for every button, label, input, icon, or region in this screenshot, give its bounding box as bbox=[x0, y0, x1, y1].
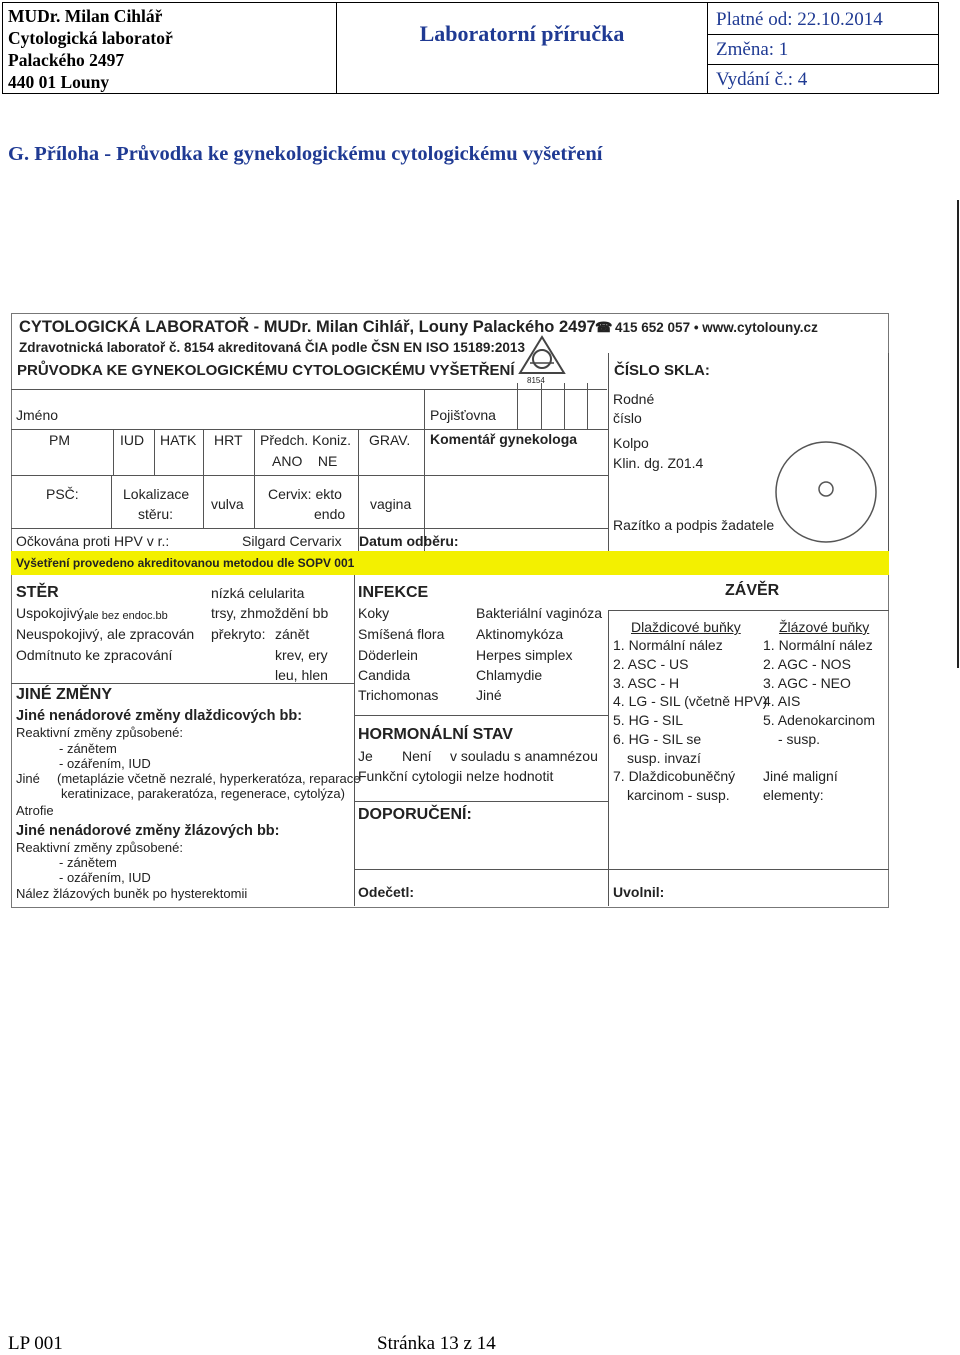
nalez-label: Nález žlázových buněk po hysterektomii bbox=[16, 886, 248, 901]
header-version-cell bbox=[708, 3, 938, 93]
datum-label: Datum odběru: bbox=[359, 533, 459, 549]
header-address-cell bbox=[3, 3, 337, 93]
ozar-2: - ozářením, IUD bbox=[59, 870, 151, 885]
header-title: Laboratorní příručka bbox=[419, 21, 625, 46]
odecetl-label: Odečetl: bbox=[358, 884, 415, 900]
form-title: PRŮVODKA KE GYNEKOLOGICKÉMU CYTOLOGICKÉMU VYŠETŘENÍ bbox=[17, 362, 515, 379]
name-label: Jméno bbox=[16, 407, 59, 423]
document-header bbox=[2, 2, 939, 94]
inf-left-5: Trichomonas bbox=[358, 687, 439, 703]
header-title-cell bbox=[337, 3, 708, 93]
stamp-circle bbox=[773, 439, 879, 545]
jine-text-1: (metaplázie včetně nezralé, hyperkeratóza, reparace bbox=[57, 771, 361, 786]
silgard-label: Silgard Cervarix bbox=[242, 533, 342, 549]
header-change: Změna: 1 bbox=[716, 39, 789, 60]
zlaz-5: 5. Adenokarcinom bbox=[763, 712, 876, 728]
ano-ne: ANO NE bbox=[272, 453, 338, 469]
zanetem-2: - zánětem bbox=[59, 855, 117, 870]
hormon-souladu: v souladu s anamnézou bbox=[450, 748, 598, 764]
dlazd-1: 1. Normální nález bbox=[613, 637, 723, 653]
hpv-label: Očkována proti HPV v r.: bbox=[16, 533, 170, 549]
cel-2: trsy, zhmoždění bb bbox=[211, 605, 329, 621]
accreditation-banner bbox=[11, 551, 889, 575]
zlaz-heading: Žlázové buňky bbox=[779, 619, 870, 635]
dlazd-5: 5. HG - SIL bbox=[613, 712, 684, 728]
reakt-1: Reaktivní změny způsobené: bbox=[16, 725, 183, 740]
ster-small: ale bez endoc.bb bbox=[84, 610, 168, 622]
vulva-label: vulva bbox=[211, 496, 244, 512]
reakt-2: Reaktivní změny způsobené: bbox=[16, 840, 183, 855]
atrofie-label: Atrofie bbox=[16, 803, 54, 818]
phone-web: 415 652 057 • www.cytolouny.cz bbox=[615, 320, 818, 335]
header-lab: Cytologická laboratoř bbox=[8, 28, 173, 48]
row1-koniz: Předch. Koniz. bbox=[260, 432, 352, 448]
birth-label-2: číslo bbox=[613, 410, 642, 426]
slide-number-label: ČÍSLO SKLA: bbox=[614, 362, 710, 379]
jine-text-2: keratinizace, parakeratóza, regenerace, cytolýza) bbox=[61, 786, 345, 801]
inf-left-3: Döderlein bbox=[358, 647, 418, 663]
cel-4: zánět bbox=[275, 626, 310, 642]
banner-text: Vyšetření provedeno akreditovanou metodou dle SOPV 001 bbox=[16, 556, 355, 570]
inf-right-1: Bakteriální vaginóza bbox=[476, 605, 603, 621]
ster-heading: STĚR bbox=[16, 584, 59, 601]
dlazd-7: susp. invazí bbox=[627, 750, 701, 766]
cel-6: leu, hlen bbox=[275, 667, 328, 683]
doporuceni-heading: DOPORUČENÍ: bbox=[358, 806, 472, 823]
klin-label: Klin. dg. Z01.4 bbox=[613, 455, 704, 471]
cel-5: krev, ery bbox=[275, 647, 328, 663]
header-street: Palackého 2497 bbox=[8, 50, 125, 70]
hormon-neni: Není bbox=[402, 748, 432, 764]
cel-3: překryto: bbox=[211, 626, 266, 642]
row1-pm: PM bbox=[49, 432, 70, 448]
zanetem-1: - zánětem bbox=[59, 741, 117, 756]
header-valid: Platné od: 22.10.2014 bbox=[716, 9, 883, 30]
row1-hatk: HATK bbox=[160, 432, 197, 448]
psc-label: PSČ: bbox=[46, 486, 79, 502]
dlazd-4: 4. LG - SIL (včetně HPV) bbox=[613, 693, 768, 709]
birth-label-1: Rodné bbox=[613, 391, 655, 407]
phone-icon: ☎ bbox=[595, 319, 613, 335]
inf-right-5: Jiné bbox=[476, 687, 502, 703]
dlazd-9: karcinom - susp. bbox=[627, 787, 730, 803]
dlazd-heading: Dlaždicové buňky bbox=[631, 619, 741, 635]
footer-doc-id: LP 001 bbox=[8, 1333, 63, 1354]
hormon-heading: HORMONÁLNÍ STAV bbox=[358, 726, 513, 743]
lab-line: CYTOLOGICKÁ LABORATOŘ - MUDr. Milan Cihlář, Louny Palackého 2497 bbox=[19, 318, 596, 336]
inf-left-4: Candida bbox=[358, 667, 411, 683]
inf-right-4: Chlamydie bbox=[476, 667, 543, 683]
request-form bbox=[11, 313, 889, 908]
dlazd-2: 2. ASC - US bbox=[613, 656, 689, 672]
kolpo-label: Kolpo bbox=[613, 435, 649, 451]
jine-heading: JINÉ ZMĚNY bbox=[16, 686, 113, 703]
lokal-label-1: Lokalizace bbox=[123, 486, 190, 502]
uvolnil-label: Uvolnil: bbox=[613, 884, 665, 900]
cel-1: nízká celularita bbox=[211, 585, 305, 601]
row1-iud: IUD bbox=[120, 432, 145, 448]
dlazd-8: 7. Dlaždicobuněčný bbox=[613, 768, 736, 784]
hormon-funkcni: Funkční cytologii nelze hodnotit bbox=[358, 768, 554, 784]
section-title: G. Příloha - Průvodka ke gynekologickému cytologickému vyšetření bbox=[8, 143, 603, 165]
cervix-label-1: Cervix: ekto bbox=[268, 486, 342, 502]
ster-item-1: Uspokojivý, bbox=[16, 605, 88, 621]
zlaz-3: 3. AGC - NEO bbox=[763, 675, 851, 691]
inf-left-2: Smíšená flora bbox=[358, 626, 445, 642]
insurance-label: Pojišťovna bbox=[430, 407, 496, 423]
header-doctor: MUDr. Milan Cihlář bbox=[8, 6, 163, 26]
ster-item-3: Odmítnuto ke zpracování bbox=[16, 647, 173, 663]
margin-line bbox=[957, 200, 959, 668]
zlaz-2: 2. AGC - NOS bbox=[763, 656, 851, 672]
jine-dl-heading: Jiné nenádorové změny dlaždicových bb: bbox=[16, 708, 303, 724]
ozar-1: - ozářením, IUD bbox=[59, 756, 151, 771]
zlaz-6: - susp. bbox=[778, 731, 821, 747]
zlaz-8: elementy: bbox=[763, 787, 824, 803]
header-city: 440 01 Louny bbox=[8, 72, 110, 92]
dlazd-6: 6. HG - SIL se bbox=[613, 731, 702, 747]
vagina-label: vagina bbox=[370, 496, 412, 512]
inf-left-1: Koky bbox=[358, 605, 390, 621]
inf-right-2: Aktinomykóza bbox=[476, 626, 564, 642]
lokal-label-2: stěru: bbox=[138, 506, 174, 522]
logo-number: 8154 bbox=[527, 376, 545, 385]
jine-label: Jiné bbox=[16, 771, 40, 786]
jine-zl-heading: Jiné nenádorové změny žlázových bb: bbox=[16, 823, 280, 839]
zlaz-7: Jiné maligní bbox=[763, 768, 838, 784]
header-issue: Vydání č.: 4 bbox=[716, 69, 808, 90]
inf-right-3: Herpes simplex bbox=[476, 647, 573, 663]
infekce-heading: INFEKCE bbox=[358, 584, 429, 601]
cervix-label-2: endo bbox=[314, 506, 346, 522]
row1-hrt: HRT bbox=[214, 432, 243, 448]
accreditation: Zdravotnická laboratoř č. 8154 akreditovaná ČIA podle ČSN EN ISO 15189:2013 bbox=[19, 340, 525, 355]
row1-grav: GRAV. bbox=[369, 432, 411, 448]
footer-page: Stránka 13 z 14 bbox=[377, 1333, 496, 1354]
gyn-comment-label: Komentář gynekologa bbox=[430, 431, 578, 447]
zlaz-1: 1. Normální nález bbox=[763, 637, 873, 653]
zlaz-4: 4. AIS bbox=[763, 693, 801, 709]
dlazd-3: 3. ASC - H bbox=[613, 675, 680, 691]
zaver-heading: ZÁVĚR bbox=[725, 582, 780, 599]
stamp-label: Razítko a podpis žadatele bbox=[613, 517, 775, 533]
ster-item-2: Neuspokojivý, ale zpracován bbox=[16, 626, 195, 642]
hormon-je: Je bbox=[358, 748, 373, 764]
